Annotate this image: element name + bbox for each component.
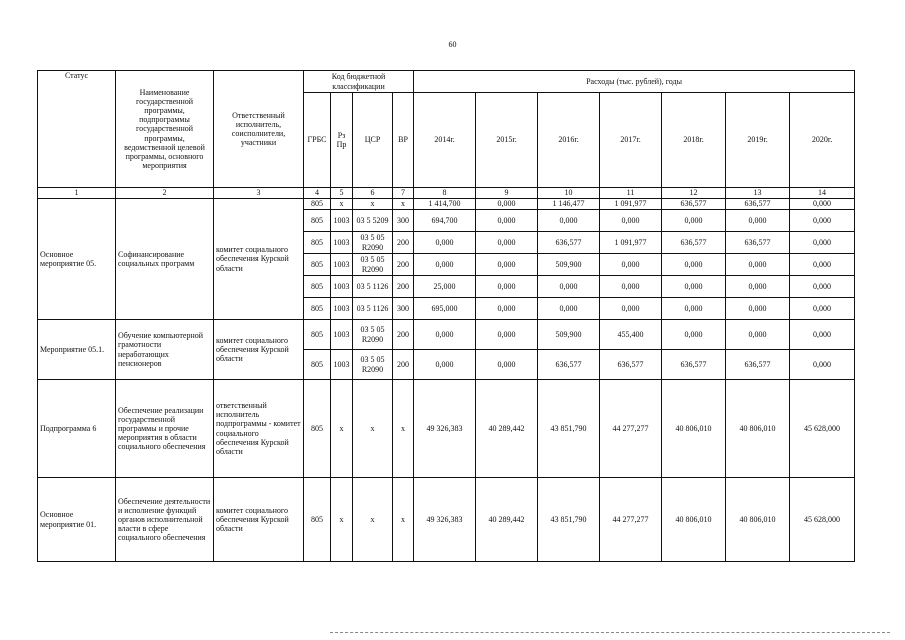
expense-cell: 636,577	[662, 199, 726, 210]
expense-cell: 0,000	[600, 276, 662, 298]
expense-cell: 1 091,977	[600, 232, 662, 254]
expense-cell: 0,000	[726, 320, 790, 350]
rz-pr-cell: 1003	[331, 276, 353, 298]
responsible-cell: комитет социального обеспечения Курской области	[214, 320, 304, 380]
vr-cell: х	[393, 478, 414, 562]
column-number: 5	[331, 188, 353, 199]
column-numbers-row	[38, 188, 855, 199]
table-row	[38, 478, 855, 562]
expense-cell: 40 806,010	[726, 478, 790, 562]
expense-cell: 0,000	[790, 199, 855, 210]
rz-pr-cell: х	[331, 199, 353, 210]
vr-cell: 300	[393, 210, 414, 232]
expense-cell: 636,577	[726, 350, 790, 380]
header-expenses: Расходы (тыс. рублей), годы	[414, 71, 855, 93]
column-number: 2	[116, 188, 214, 199]
expense-cell: 636,577	[538, 350, 600, 380]
rz-pr-cell: 1003	[331, 350, 353, 380]
expense-cell: 44 277,277	[600, 380, 662, 478]
rz-pr-cell: 1003	[331, 232, 353, 254]
expense-cell: 0,000	[414, 350, 476, 380]
expense-cell: 0,000	[790, 276, 855, 298]
header-status: Статус	[38, 71, 116, 188]
csr-cell: 03 5 05 R2090	[353, 254, 393, 276]
expense-cell: 636,577	[538, 232, 600, 254]
expense-cell: 0,000	[600, 254, 662, 276]
expense-cell: 43 851,790	[538, 380, 600, 478]
responsible-cell: ответственный исполнитель подпрограммы - комитет социального обеспечения Курской области	[214, 380, 304, 478]
expense-cell: 0,000	[414, 254, 476, 276]
grbs-cell: 805	[304, 276, 331, 298]
table-header	[38, 71, 855, 199]
grbs-cell: 805	[304, 210, 331, 232]
grbs-cell: 805	[304, 298, 331, 320]
expense-cell: 636,577	[662, 232, 726, 254]
expense-cell: 0,000	[726, 210, 790, 232]
expense-cell: 49 326,383	[414, 478, 476, 562]
vr-cell: 300	[393, 298, 414, 320]
csr-cell: х	[353, 380, 393, 478]
vr-cell: 200	[393, 254, 414, 276]
status-cell: Подпрограмма 6	[38, 380, 116, 478]
column-number: 13	[726, 188, 790, 199]
expense-cell: 1 091,977	[600, 199, 662, 210]
expense-cell: 0,000	[414, 232, 476, 254]
header-year-2014: 2014г.	[414, 93, 476, 188]
expense-cell: 0,000	[476, 276, 538, 298]
header-budget-code: Код бюджетной классификации	[304, 71, 414, 93]
name-cell: Обучение компьютерной грамотности неработающих пенсионеров	[116, 320, 214, 380]
column-number: 6	[353, 188, 393, 199]
csr-cell: 03 5 05 R2090	[353, 320, 393, 350]
expense-cell: 0,000	[476, 320, 538, 350]
expense-cell: 40 806,010	[662, 478, 726, 562]
csr-cell: 03 5 1126	[353, 276, 393, 298]
rz-pr-cell: 1003	[331, 254, 353, 276]
column-number: 4	[304, 188, 331, 199]
expense-cell: 636,577	[662, 350, 726, 380]
expense-cell: 0,000	[600, 298, 662, 320]
header-year-2016: 2016г.	[538, 93, 600, 188]
expense-cell: 40 289,442	[476, 478, 538, 562]
expense-cell: 0,000	[790, 210, 855, 232]
expense-cell: 636,577	[600, 350, 662, 380]
vr-cell: х	[393, 380, 414, 478]
expense-cell: 0,000	[476, 298, 538, 320]
header-vr: ВР	[393, 93, 414, 188]
vr-cell: 200	[393, 350, 414, 380]
expense-cell: 455,400	[600, 320, 662, 350]
header-year-2015: 2015г.	[476, 93, 538, 188]
rz-pr-cell: х	[331, 478, 353, 562]
expense-cell: 0,000	[414, 320, 476, 350]
expense-cell: 0,000	[726, 254, 790, 276]
expense-cell: 0,000	[476, 232, 538, 254]
expense-cell: 509,900	[538, 320, 600, 350]
expense-cell: 636,577	[726, 199, 790, 210]
page-number: 60	[448, 40, 457, 49]
expense-cell: 694,700	[414, 210, 476, 232]
column-number: 12	[662, 188, 726, 199]
status-cell: Основное мероприятие 01.	[38, 478, 116, 562]
rz-pr-cell: 1003	[331, 298, 353, 320]
table-row	[38, 320, 855, 350]
grbs-cell: 805	[304, 254, 331, 276]
expense-cell: 0,000	[726, 298, 790, 320]
vr-cell: х	[393, 199, 414, 210]
expense-cell: 40 806,010	[662, 380, 726, 478]
responsible-cell: комитет социального обеспечения Курской области	[214, 199, 304, 320]
expense-cell: 0,000	[662, 254, 726, 276]
expense-cell: 49 326,383	[414, 380, 476, 478]
grbs-cell: 805	[304, 320, 331, 350]
expense-cell: 0,000	[538, 210, 600, 232]
expense-cell: 0,000	[790, 350, 855, 380]
expense-cell: 25,000	[414, 276, 476, 298]
header-year-2017: 2017г.	[600, 93, 662, 188]
grbs-cell: 805	[304, 199, 331, 210]
csr-cell: 03 5 1126	[353, 298, 393, 320]
csr-cell: 03 5 05 R2090	[353, 232, 393, 254]
csr-cell: 03 5 5209	[353, 210, 393, 232]
expense-cell: 0,000	[662, 276, 726, 298]
csr-cell: 03 5 05 R2090	[353, 350, 393, 380]
expense-cell: 45 628,000	[790, 380, 855, 478]
header-csr: ЦСР	[353, 93, 393, 188]
expense-cell: 0,000	[790, 232, 855, 254]
column-number: 11	[600, 188, 662, 199]
expense-cell: 43 851,790	[538, 478, 600, 562]
table-row	[38, 380, 855, 478]
grbs-cell: 805	[304, 350, 331, 380]
responsible-cell: комитет социального обеспечения Курской области	[214, 478, 304, 562]
expense-cell: 0,000	[538, 298, 600, 320]
rz-pr-cell: х	[331, 380, 353, 478]
expense-cell: 0,000	[476, 350, 538, 380]
name-cell: Софинансирование социальных программ	[116, 199, 214, 320]
expense-cell: 0,000	[790, 298, 855, 320]
name-cell: Обеспечение реализации государственной программы и прочие мероприятия в области социального обеспечения	[116, 380, 214, 478]
expense-cell: 40 806,010	[726, 380, 790, 478]
expense-cell: 0,000	[662, 320, 726, 350]
column-number: 3	[214, 188, 304, 199]
column-number: 7	[393, 188, 414, 199]
expense-cell: 509,900	[538, 254, 600, 276]
expense-cell: 636,577	[726, 232, 790, 254]
header-year-2020: 2020г.	[790, 93, 855, 188]
status-cell: Мероприятие 05.1.	[38, 320, 116, 380]
grbs-cell: 805	[304, 380, 331, 478]
grbs-cell: 805	[304, 478, 331, 562]
rz-pr-cell: 1003	[331, 210, 353, 232]
table-body	[38, 199, 855, 562]
budget-table	[37, 70, 855, 562]
vr-cell: 200	[393, 276, 414, 298]
expense-cell: 0,000	[476, 254, 538, 276]
expense-cell: 0,000	[600, 210, 662, 232]
column-number: 9	[476, 188, 538, 199]
column-number: 1	[38, 188, 116, 199]
column-number: 10	[538, 188, 600, 199]
vr-cell: 200	[393, 232, 414, 254]
expense-cell: 1 414,700	[414, 199, 476, 210]
name-cell: Обеспечение деятельности и исполнение функций органов исполнительной власти в сфере социального обеспечения	[116, 478, 214, 562]
expense-cell: 0,000	[790, 320, 855, 350]
expense-cell: 0,000	[476, 210, 538, 232]
expense-cell: 0,000	[538, 276, 600, 298]
vr-cell: 200	[393, 320, 414, 350]
rz-pr-cell: 1003	[331, 320, 353, 350]
expense-cell: 0,000	[662, 210, 726, 232]
csr-cell: х	[353, 478, 393, 562]
csr-cell: х	[353, 199, 393, 210]
table-row	[38, 199, 855, 210]
column-number: 8	[414, 188, 476, 199]
expense-cell: 44 277,277	[600, 478, 662, 562]
expense-cell: 695,000	[414, 298, 476, 320]
expense-cell: 0,000	[790, 254, 855, 276]
expense-cell: 45 628,000	[790, 478, 855, 562]
header-year-2019: 2019г.	[726, 93, 790, 188]
header-grbs: ГРБС	[304, 93, 331, 188]
expense-cell: 0,000	[476, 199, 538, 210]
expense-cell: 40 289,442	[476, 380, 538, 478]
header-name: Наименование государственной программы, подпрограммы государственной программы, ведомственной целевой программы, основного мероприятия	[116, 71, 214, 188]
scan-artifact-line	[330, 632, 890, 634]
column-number: 14	[790, 188, 855, 199]
expense-cell: 1 146,477	[538, 199, 600, 210]
grbs-cell: 805	[304, 232, 331, 254]
header-year-2018: 2018г.	[662, 93, 726, 188]
expense-cell: 0,000	[726, 276, 790, 298]
header-rz-pr: Рз Пр	[331, 93, 353, 188]
expense-cell: 0,000	[662, 298, 726, 320]
status-cell: Основное мероприятие 05.	[38, 199, 116, 320]
header-responsible: Ответственный исполнитель, соисполнители, участники	[214, 71, 304, 188]
